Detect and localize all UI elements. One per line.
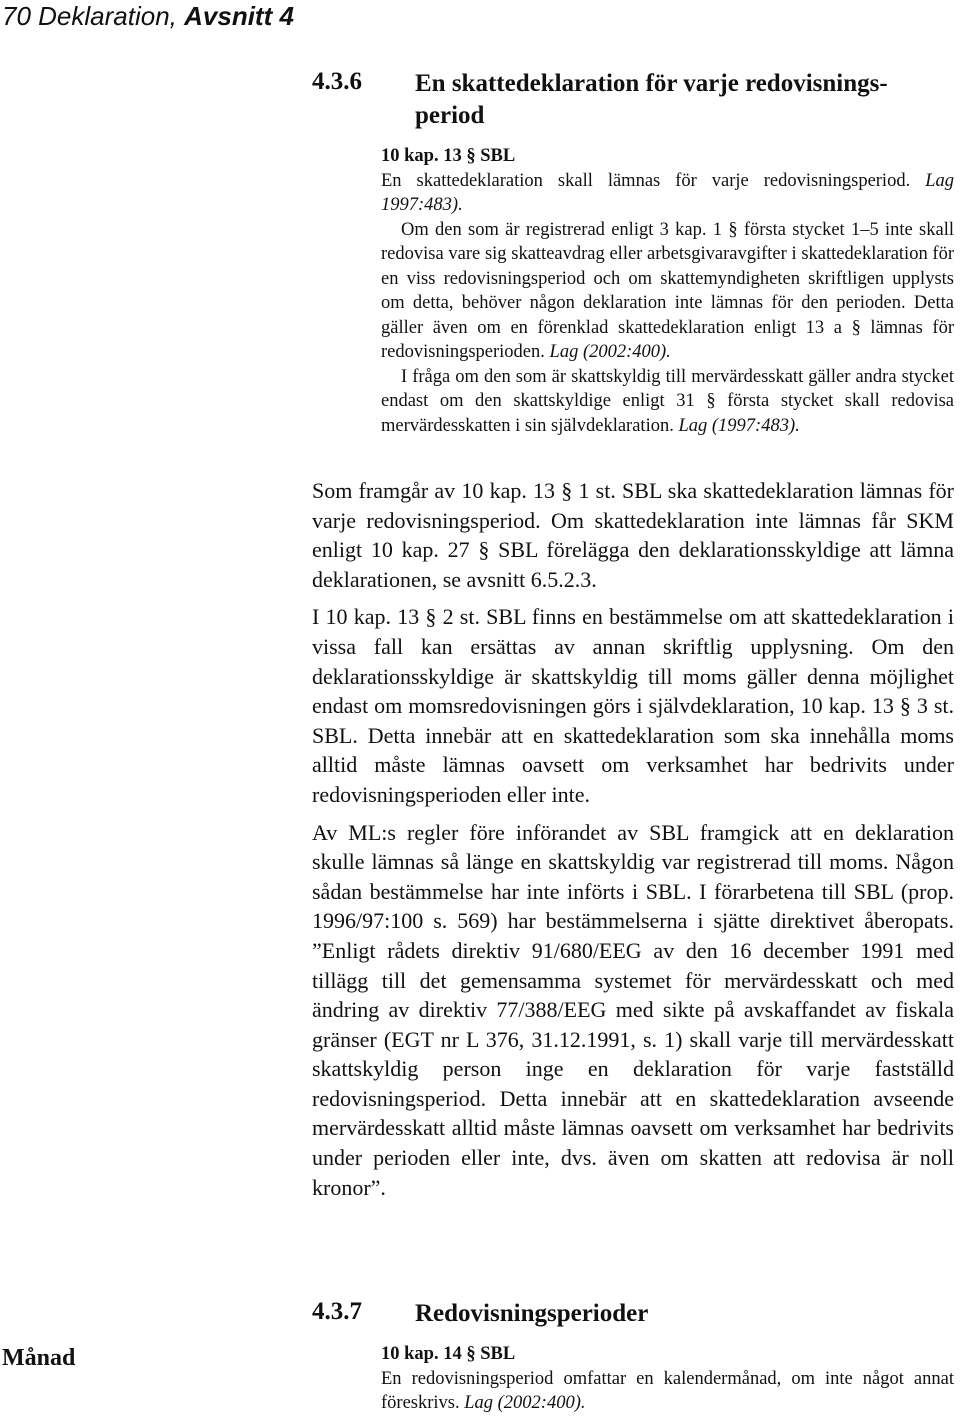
law-text: En redovisningsperiod omfattar en kalendermånad, om inte något annat föreskrivs. — [381, 1368, 954, 1413]
law-paragraph — [381, 1367, 954, 1416]
page-number: 70 — [2, 1, 31, 31]
law-reference: 10 kap. 13 § SBL — [381, 146, 516, 166]
law-quote — [381, 144, 954, 438]
section-label: Avsnitt 4 — [184, 1, 294, 31]
law-paragraph — [381, 365, 954, 439]
law-source: Lag (2002:400). — [464, 1393, 586, 1413]
section-title: Redovisningsperioder — [415, 1300, 649, 1327]
law-text: Om den som är registrerad enligt 3 kap. 1 § första stycket 1–5 inte skall redovisa vare sig skatteavdrag eller arbetsgivaravgifter i skattedeklaration för en viss redovisningsperiod och om skattemyndigheten skriftligen upplysts om detta, behöver någon deklaration inte lämnas för den perioden. Detta gäller även om en förenklad skattedeklaration enligt 13 a § lämnas för redovisningsperioden. — [381, 219, 954, 362]
law-source: Lag 1997:483). — [381, 170, 954, 215]
section-title: En skattedeklaration för varje redovisnings-period — [415, 70, 888, 129]
law-paragraph — [381, 169, 954, 218]
margin-label: Månad — [2, 1345, 76, 1371]
section-number: 4.3.6 — [312, 68, 362, 95]
page-header — [2, 0, 294, 32]
law-source: Lag (1997:483). — [678, 415, 800, 436]
body-paragraph: Som framgår av 10 kap. 13 § 1 st. SBL ska skattedeklaration lämnas för varje redovisningsperiod. Om skattedeklaration inte lämnas får SKM enligt 10 kap. 27 § SBL förelägga den deklarationsskyldige att lämna deklarationen, se avsnitt 6.5.2.3. — [312, 478, 954, 592]
law-reference: 10 kap. 14 § SBL — [381, 1344, 516, 1364]
body-paragraph: I 10 kap. 13 § 2 st. SBL finns en bestämmelse om att skattedeklaration i vissa fall kan ersättas av annan skriftlig upplysning. Om den deklarationsskyldige är skattskyldig till moms gäller denna möjlighet endast om momsredovisningen görs i självdeklaration, 10 kap. 13 § 3 st. SBL. Detta innebär att en skattedeklaration som ska innehålla moms alltid måste lämnas oavsett om verksamhet har bedrivits under redovisningsperioden eller inte. — [312, 604, 954, 807]
law-quote — [381, 1342, 954, 1416]
body-text — [312, 476, 954, 1210]
chapter-title: Deklaration, — [38, 1, 177, 31]
body-paragraph: Av ML:s regler före införandet av SBL framgick att en deklaration skulle lämnas så länge en skattskyldig var registrerad till moms. Någon sådan bestämmelse har inte införts i SBL. I förarbetena till SBL (prop. 1996/97:100 s. 569) har bestämmelserna i sjätte direktivet åberopats. ”Enligt rådets direktiv 91/680/EEG av den 16 december 1991 med tillägg till det gemensamma systemet för mervärdesskatt och med ändring av direktiv 77/388/EEG med sikte på avskaffandet av fiskala gränser (EGT nr L 376, 31.12.1991, s. 1) skall varje till mervärdesskatt skattskyldig person inge en deklaration för varje fastställd redovisningsperiod. Detta innebär att en skattedeklaration avseende mervärdesskatt alltid måste lämnas oavsett om verksamhet har bedrivits under perioden eller inte, dvs. även om skatten att redovisa är noll kronor”. — [312, 819, 954, 1200]
section-number: 4.3.7 — [312, 1298, 362, 1325]
law-paragraph — [381, 218, 954, 365]
law-text: I fråga om den som är skattskyldig till mervärdesskatt gäller andra stycket endast om den skattskyldige enligt 31 § första stycket skall redovisa mervärdesskatten i sin självdeklaration. — [381, 366, 954, 436]
law-source: Lag (2002:400). — [549, 342, 671, 362]
law-text: En skattedeklaration skall lämnas för varje redovisningsperiod. — [381, 170, 911, 191]
